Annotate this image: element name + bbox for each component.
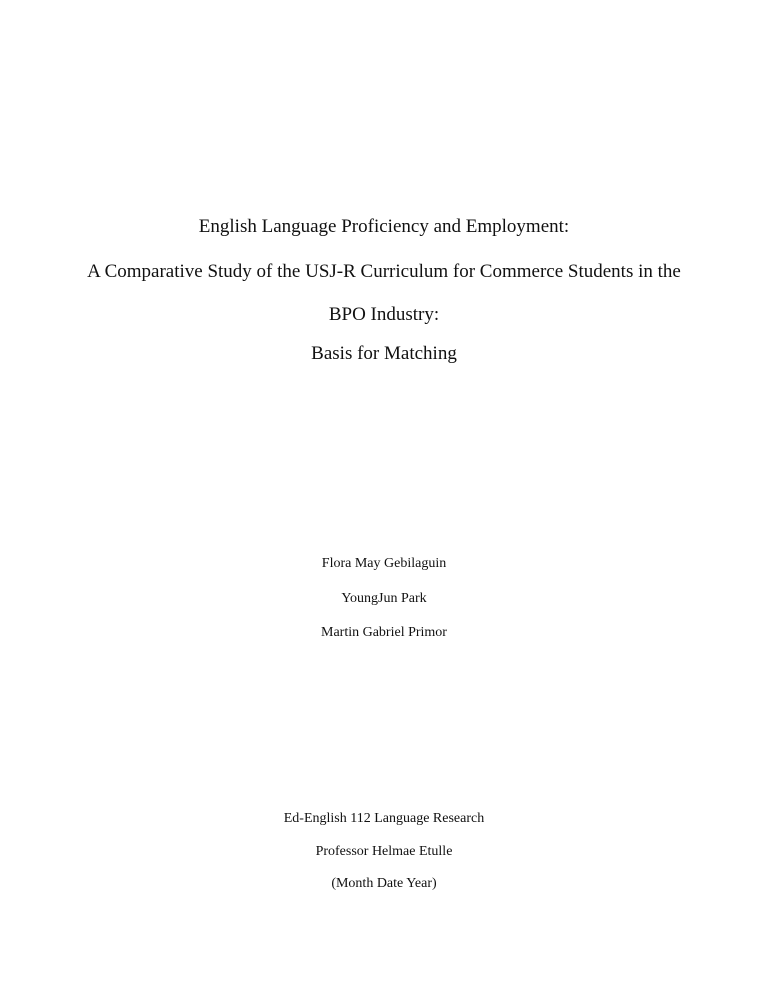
title-line-4: Basis for Matching [311, 343, 457, 364]
title-line-1: English Language Proficiency and Employment: [198, 216, 570, 237]
title-line-3: BPO Industry: [328, 304, 440, 325]
author-1: Flora May Gebilaguin [321, 556, 447, 571]
author-2: YoungJun Park [341, 591, 427, 606]
date-line: (Month Date Year) [331, 876, 437, 891]
course-name: Ed-English 112 Language Research [283, 811, 485, 826]
professor-name: Professor Helmae Etulle [315, 844, 453, 859]
author-3: Martin Gabriel Primor [321, 625, 447, 640]
title-line-2: A Comparative Study of the USJ-R Curriculum for Commerce Students in the [87, 261, 681, 282]
